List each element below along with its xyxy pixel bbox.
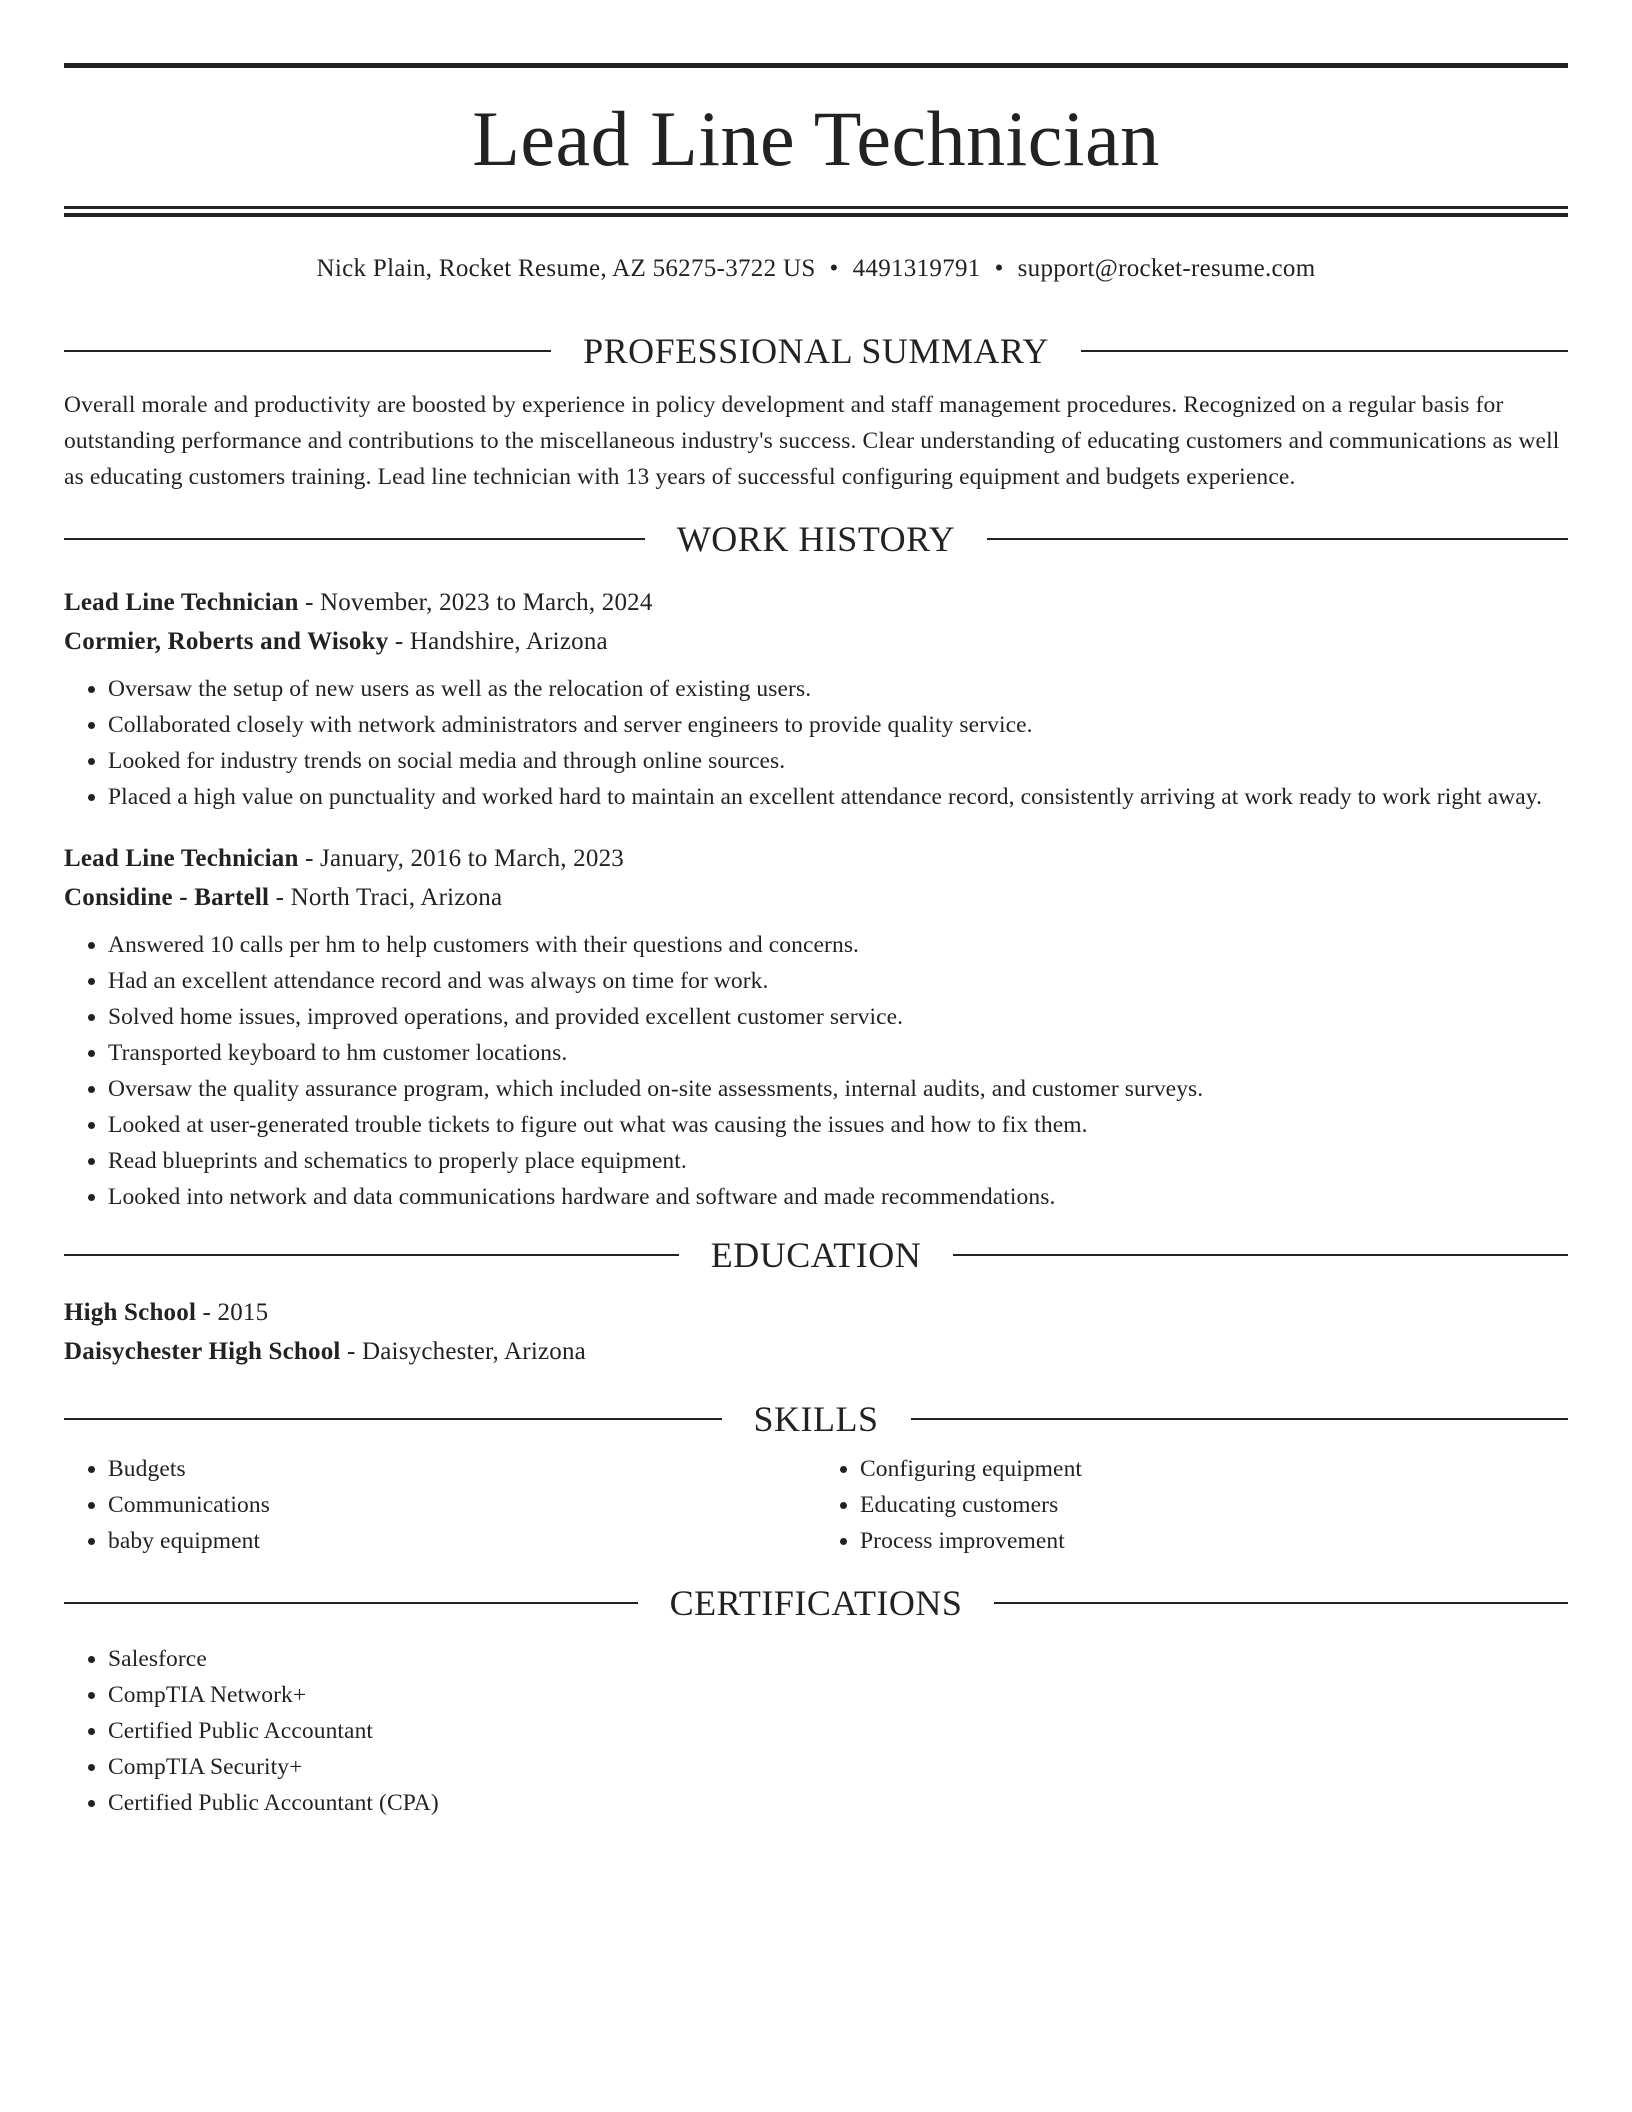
header-double-rule <box>64 206 1568 217</box>
education-school: Daisychester High School <box>64 1338 341 1365</box>
job-title: Lead Line Technician <box>64 589 299 616</box>
contact-line <box>64 253 1568 285</box>
job-bullets <box>64 671 1568 815</box>
contact-email: support@rocket-resume.com <box>1017 255 1316 282</box>
education-year: - 2015 <box>196 1299 269 1326</box>
list-item: • Process improvement <box>860 1523 1568 1559</box>
heading-rule <box>1081 350 1568 352</box>
list-item: • Salesforce <box>108 1641 1568 1677</box>
resume-name-title: Lead Line Technician <box>472 95 1160 182</box>
education-degree: High School <box>64 1299 197 1326</box>
header-top-rule <box>64 63 1568 68</box>
contact-address: Nick Plain, Rocket Resume, AZ 56275-3722 US <box>316 255 816 282</box>
job-title-line <box>64 583 1568 622</box>
section-title: CERTIFICATIONS <box>669 1583 963 1623</box>
section-heading-work-history <box>64 513 1568 565</box>
certifications-list <box>64 1641 1568 1821</box>
job-entry <box>64 839 1568 1215</box>
section-heading-skills <box>64 1393 1568 1445</box>
list-item: • Placed a high value on punctuality and worked hard to maintain an excellent attendance record, consistently arriving at work ready to work right away. <box>108 779 1568 815</box>
list-item: • Looked at user-generated trouble tickets to figure out what was causing the issues and how to fix them. <box>108 1107 1568 1143</box>
section-heading-summary <box>64 325 1568 377</box>
list-item: • Transported keyboard to hm customer locations. <box>108 1035 1568 1071</box>
list-item: • Communications <box>108 1487 816 1523</box>
list-item: • Read blueprints and schematics to properly place equipment. <box>108 1143 1568 1179</box>
list-item: • CompTIA Security+ <box>108 1749 1568 1785</box>
heading-rule <box>953 1254 1568 1256</box>
section-title: WORK HISTORY <box>676 519 956 559</box>
list-item: • Educating customers <box>860 1487 1568 1523</box>
heading-rule <box>64 350 551 352</box>
list-item: • Configuring equipment <box>860 1451 1568 1487</box>
heading-rule <box>911 1418 1569 1420</box>
resume-page <box>64 63 1568 1821</box>
heading-rule <box>64 1602 638 1604</box>
list-item: • Oversaw the setup of new users as well as the relocation of existing users. <box>108 671 1568 707</box>
education-location: - Daisychester, Arizona <box>340 1338 586 1365</box>
job-location: - North Traci, Arizona <box>269 884 503 911</box>
job-dates: - November, 2023 to March, 2024 <box>298 589 653 616</box>
list-item: • Certified Public Accountant <box>108 1713 1568 1749</box>
section-heading-education <box>64 1229 1568 1281</box>
list-item: • Solved home issues, improved operations, and provided excellent customer service. <box>108 999 1568 1035</box>
job-location: - Handshire, Arizona <box>388 628 608 655</box>
heading-rule <box>64 1254 679 1256</box>
heading-rule <box>64 1418 722 1420</box>
heading-rule <box>994 1602 1568 1604</box>
contact-separator: • <box>994 255 1004 282</box>
list-item: • Budgets <box>108 1451 816 1487</box>
list-item: • Certified Public Accountant (CPA) <box>108 1785 1568 1821</box>
section-title: SKILLS <box>753 1399 879 1439</box>
job-entry <box>64 583 1568 815</box>
list-item: • Answered 10 calls per hm to help customers with their questions and concerns. <box>108 927 1568 963</box>
list-item: • Had an excellent attendance record and was always on time for work. <box>108 963 1568 999</box>
heading-rule <box>64 538 645 540</box>
skills-grid <box>64 1451 1568 1559</box>
list-item: • baby equipment <box>108 1523 816 1559</box>
job-title: Lead Line Technician <box>64 845 299 872</box>
education-degree-line <box>64 1293 1568 1332</box>
job-dates: - January, 2016 to March, 2023 <box>298 845 624 872</box>
job-company: Considine - Bartell <box>64 884 270 911</box>
section-title: EDUCATION <box>710 1235 922 1275</box>
section-title: PROFESSIONAL SUMMARY <box>583 331 1049 371</box>
job-bullets <box>64 927 1568 1215</box>
summary-text: Overall morale and productivity are boosted by experience in policy development and staff management procedures. Recognized on a regular basis for outstanding performance and contributions to the miscellaneous industry's success. Clear understanding of educating customers and communications as well as educating customers training. Lead line technician with 13 years of successful configuring equipment and budgets experience. <box>64 392 1560 490</box>
list-item: • Looked into network and data communications hardware and software and made recommendations. <box>108 1179 1568 1215</box>
skills-list-left <box>64 1451 816 1559</box>
education-school-line <box>64 1332 1568 1371</box>
job-title-line <box>64 839 1568 878</box>
contact-phone: 4491319791 <box>852 255 981 282</box>
job-company-line <box>64 622 1568 661</box>
skills-list-right <box>816 1451 1568 1559</box>
job-company-line <box>64 878 1568 917</box>
education-entry <box>64 1293 1568 1371</box>
list-item: • Oversaw the quality assurance program, which included on-site assessments, internal audits, and customer surveys. <box>108 1071 1568 1107</box>
heading-rule <box>987 538 1568 540</box>
section-heading-certifications <box>64 1577 1568 1629</box>
job-company: Cormier, Roberts and Wisoky <box>64 628 389 655</box>
list-item: • Looked for industry trends on social media and through online sources. <box>108 743 1568 779</box>
list-item: • CompTIA Network+ <box>108 1677 1568 1713</box>
contact-separator: • <box>829 255 839 282</box>
list-item: • Collaborated closely with network administrators and server engineers to provide quality service. <box>108 707 1568 743</box>
